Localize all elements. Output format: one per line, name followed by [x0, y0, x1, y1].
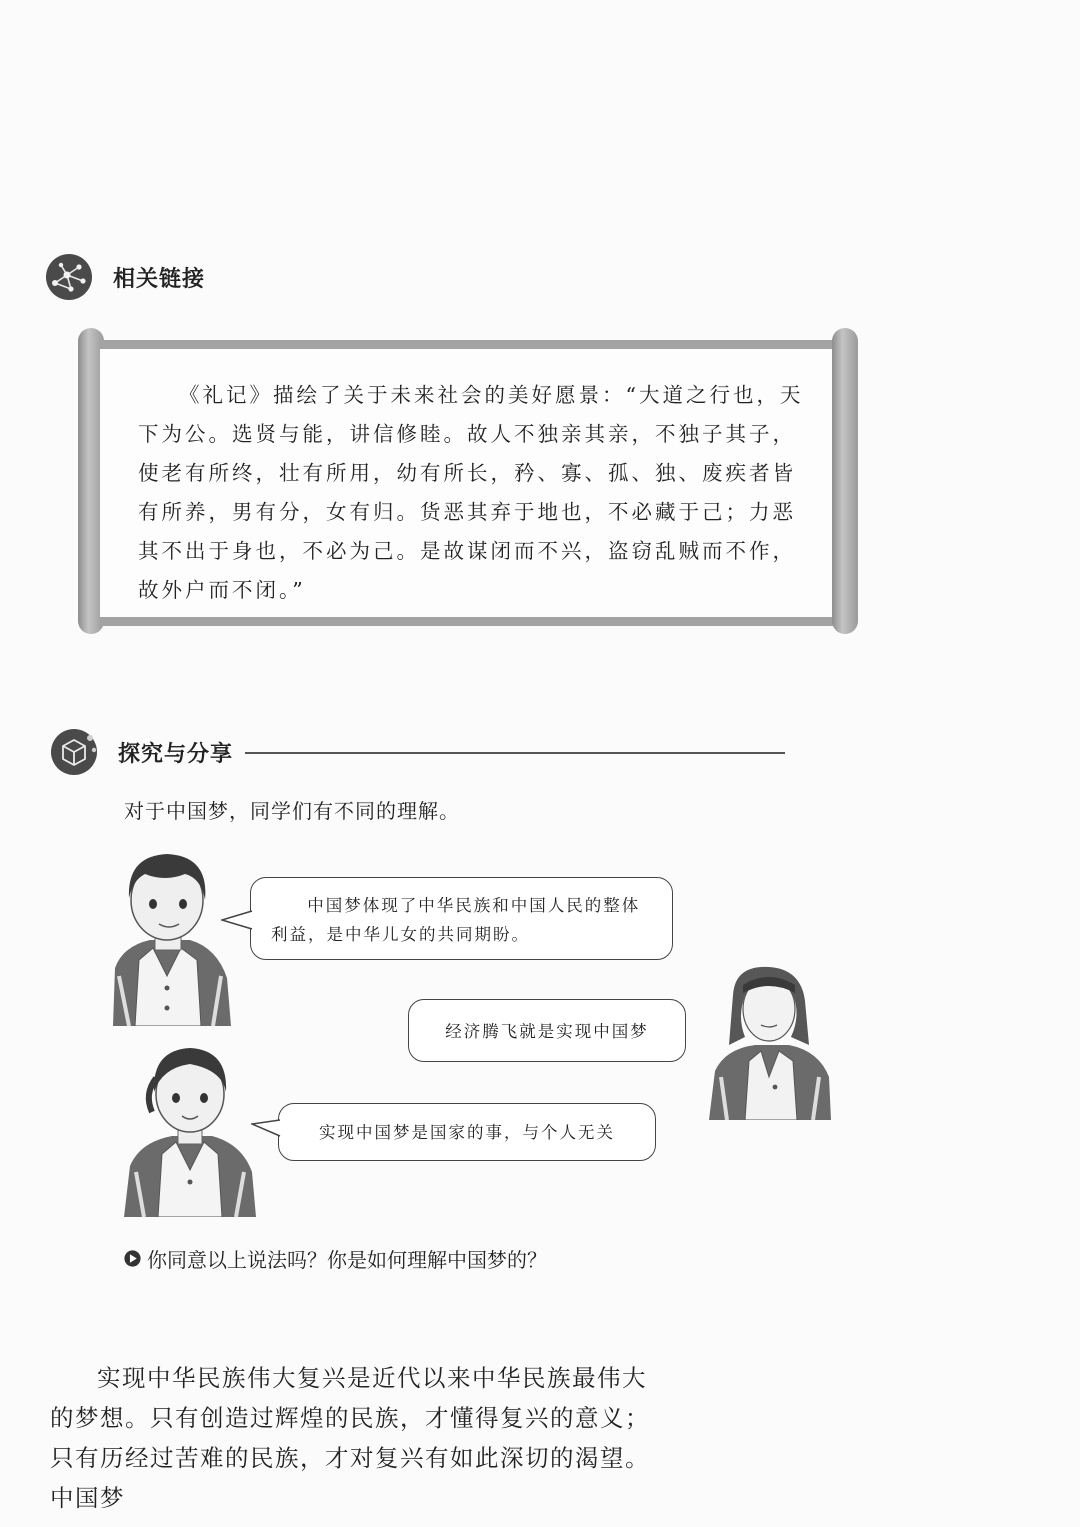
scroll-rod-right — [832, 328, 858, 634]
student-boy-illustration — [105, 848, 235, 1026]
bubble-tail — [251, 1118, 281, 1138]
network-link-icon — [45, 253, 93, 301]
speech-bubble-girl-left — [278, 1103, 656, 1161]
girl-right-speech-text: 经济腾飞就是实现中国梦 — [445, 1022, 649, 1041]
body-paragraph: 实现中华民族伟大复兴是近代以来中华民族最伟大的梦想。只有创造过辉煌的民族，才懂得复兴的意义；只有历经过苦难的民族，才对复兴有如此深切的渴望。中国梦 — [50, 1364, 650, 1512]
related-link-title: 相关链接 — [113, 266, 206, 292]
student-girl-left-illustration — [118, 1042, 263, 1217]
discussion-question — [124, 1244, 547, 1273]
bubble-tail — [221, 910, 253, 930]
liji-quote: 《礼记》描绘了关于未来社会的美好愿景：“大道之行也，天下为公。选贤与能，讲信修睦。故人不独亲其亲，不独子其子，使老有所终，壮有所用，幼有所长，矜、寡、孤、独、废疾者皆有所养，男有分，女有归。货恶其弃于地也，不必藏于己；力恶其不出于身也，不必为己。是故谋闭而不兴，盗窃乱贼而不作，故外户而不闭。” — [138, 383, 804, 602]
explore-share-title: 探究与分享 — [118, 741, 234, 767]
student-girl-right-illustration — [705, 965, 835, 1120]
related-link-header — [45, 253, 205, 301]
girl-left-speech-text: 实现中国梦是国家的事，与个人无关 — [319, 1123, 615, 1142]
question-text: 你同意以上说法吗？你是如何理解中国梦的？ — [147, 1248, 547, 1272]
explore-cube-icon — [50, 728, 98, 776]
header-rule — [245, 752, 785, 754]
explore-share-header — [50, 728, 233, 776]
speech-bubble-boy — [250, 877, 673, 960]
speech-bubble-girl-right — [408, 999, 686, 1062]
boy-speech-text: 中国梦体现了中华民族和中国人民的整体利益，是中华儿女的共同期盼。 — [271, 896, 641, 944]
play-triangle-icon — [124, 1250, 141, 1267]
quote-scroll — [78, 328, 858, 638]
explore-intro: 对于中国梦，同学们有不同的理解。 — [124, 799, 460, 823]
